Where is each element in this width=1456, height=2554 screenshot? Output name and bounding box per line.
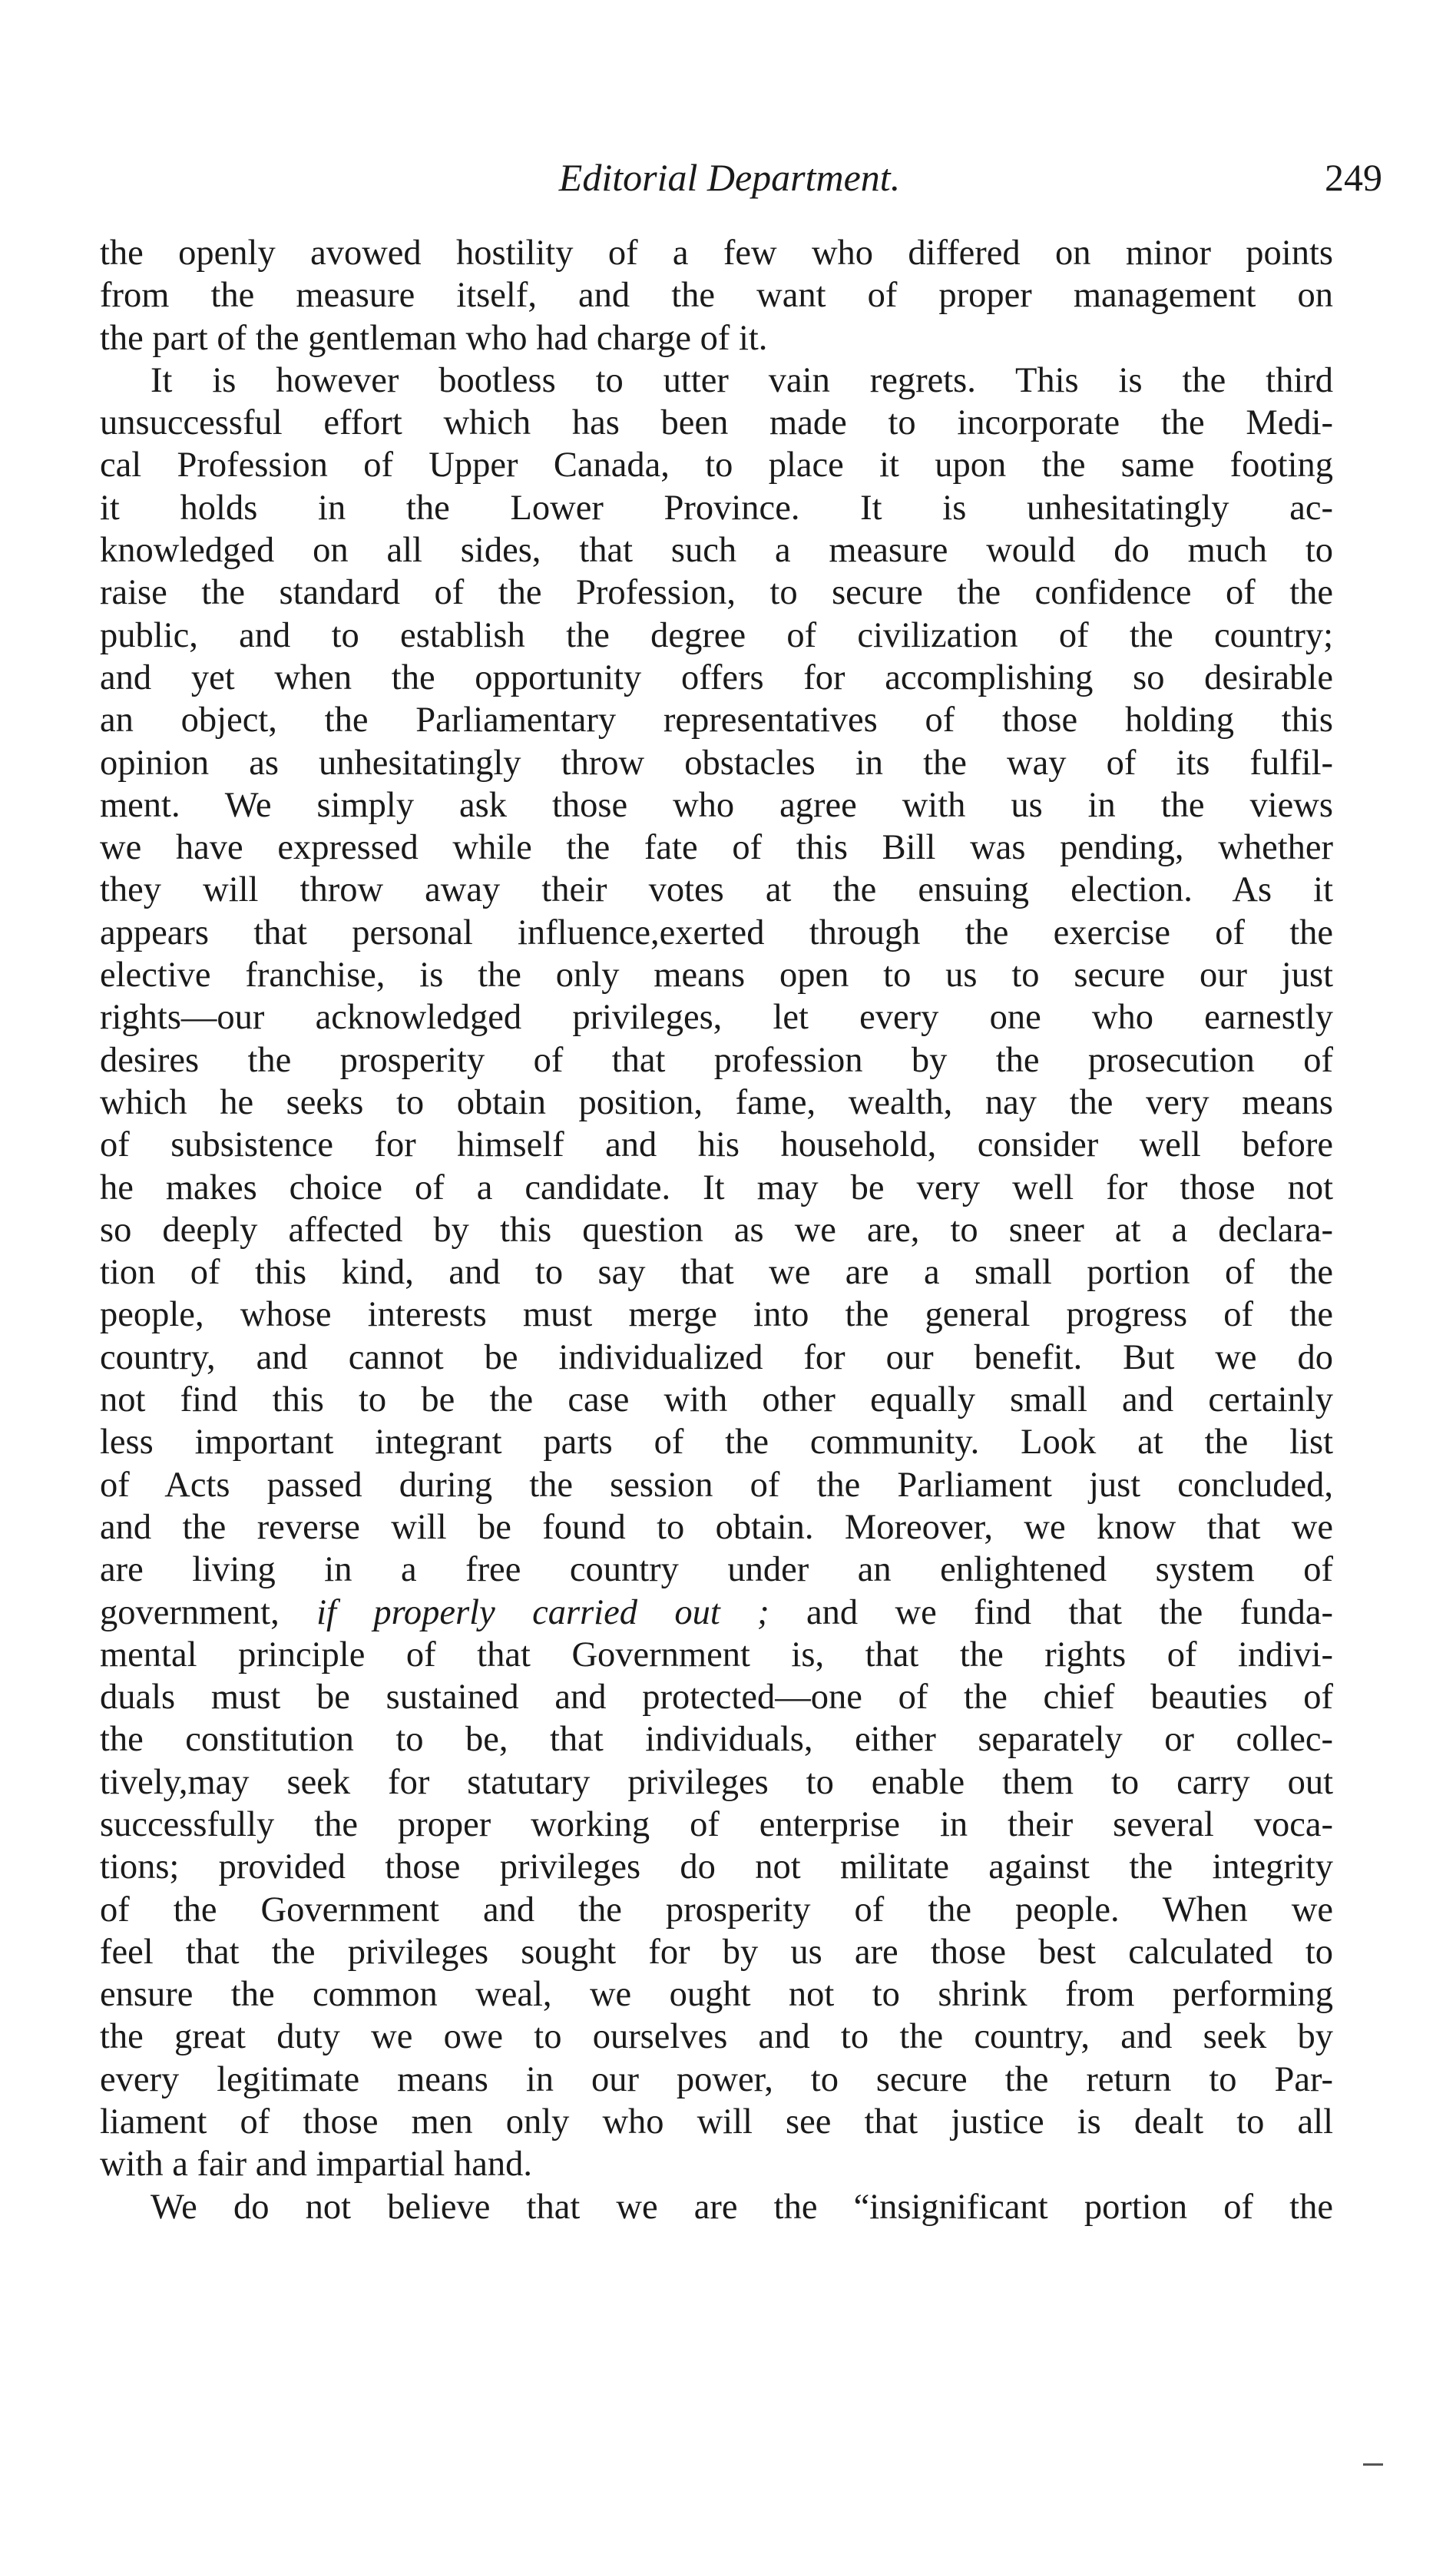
- text-line: appears that personal influence,exerted through the exercise of the: [100, 913, 1333, 952]
- text-line: liament of those men only who will see that justice is dealt to all: [100, 2102, 1333, 2142]
- text-line: we have expressed while the fate of this Bill was pending, whether: [100, 828, 1333, 868]
- text-line: ment. We simply ask those who agree with us in the views: [100, 785, 1333, 825]
- text-line: and yet when the opportunity offers for accomplishing so desirable: [100, 658, 1333, 697]
- text-line: It is however bootless to utter vain regrets. This is the third: [151, 360, 1333, 400]
- text-line: desires the prosperity of that profession by the prosecution of: [100, 1040, 1333, 1080]
- text-line: successfully the proper working of enterprise in their several voca-: [100, 1804, 1333, 1844]
- running-title: Editorial Department.: [558, 156, 901, 199]
- text-line: less important integrant parts of the community. Look at the list: [100, 1423, 1333, 1463]
- text-line: tively,may seek for statutary privileges to enable them to carry out: [100, 1762, 1333, 1802]
- text-line: the great duty we owe to ourselves and to the country, and seek by: [100, 2017, 1333, 2057]
- text-line: unsuccessful effort which has been made to incorporate the Medi-: [100, 403, 1333, 443]
- text-line: every legitimate means in our power, to secure the return to Par-: [100, 2059, 1333, 2099]
- text-line: the constitution to be, that individuals, either separately or collec-: [100, 1720, 1333, 1760]
- text-line: people, whose interests must merge into the general progress of the: [100, 1295, 1333, 1335]
- text-line: he makes choice of a candidate. It may be very well for those not: [100, 1168, 1333, 1207]
- body-text: [100, 232, 1333, 2228]
- text-line: public, and to establish the degree of civilization of the country;: [100, 615, 1333, 655]
- text-line: of the Government and the prosperity of the people. When we: [100, 1890, 1333, 1930]
- text-line: tions; provided those privileges do not militate against the integrity: [100, 1847, 1333, 1887]
- text-line: knowledged on all sides, that such a measure would do much to: [100, 531, 1333, 571]
- text-line: duals must be sustained and protected—one of the chief beauties of: [100, 1678, 1333, 1718]
- text-line: not find this to be the case with other equally small and certainly: [100, 1380, 1333, 1420]
- text-line: it holds in the Lower Province. It is unhesitatingly ac-: [100, 488, 1333, 528]
- text-line: mental principle of that Government is, that the rights of indivi-: [100, 1635, 1333, 1675]
- text-line: ensure the common weal, we ought not to shrink from performing: [100, 1975, 1333, 2015]
- text-line: which he seeks to obtain position, fame, wealth, nay the very means: [100, 1082, 1333, 1122]
- italic-phrase: if properly carried out ;: [316, 1592, 769, 1632]
- text-line: are living in a free country under an enlightened system of: [100, 1550, 1333, 1590]
- text-line: We do not believe that we are the “insignificant portion of the: [151, 2187, 1333, 2227]
- text-line: opinion as unhesitatingly throw obstacles in the way of its fulfil-: [100, 743, 1333, 783]
- text-line: rights—our acknowledged privileges, let every one who earnestly: [100, 998, 1333, 1038]
- text-line: of Acts passed during the session of the Parliament just concluded,: [100, 1465, 1333, 1505]
- text-line: feel that the privileges sought for by us are those best calculated to: [100, 1932, 1333, 1972]
- text-line: tion of this kind, and to say that we are a small portion of the: [100, 1253, 1333, 1293]
- text-line: government, if properly carried out ; and we find that the funda-: [100, 1592, 1333, 1632]
- text-line: cal Profession of Upper Canada, to place it upon the same footing: [100, 446, 1333, 485]
- text-line: the part of the gentleman who had charge of it.: [100, 318, 768, 358]
- text-line: country, and cannot be individualized for our benefit. But we do: [100, 1337, 1333, 1377]
- text-line: so deeply affected by this question as we are, to sneer at a declara-: [100, 1210, 1333, 1250]
- text-line: with a fair and impartial hand.: [100, 2145, 532, 2185]
- text-line: from the measure itself, and the want of proper management on: [100, 276, 1333, 316]
- text-line: the openly avowed hostility of a few who differed on minor points: [100, 234, 1333, 273]
- text-line: of subsistence for himself and his household, consider well before: [100, 1125, 1333, 1165]
- page-number: 249: [1325, 156, 1382, 199]
- text-line: an object, the Parliamentary representatives of those holding this: [100, 701, 1333, 740]
- text-line: and the reverse will be found to obtain. Moreover, we know that we: [100, 1507, 1333, 1547]
- running-head: [77, 151, 1382, 204]
- edge-mark: [1363, 2463, 1383, 2466]
- text-line: elective franchise, is the only means open to us to secure our just: [100, 956, 1333, 995]
- text-line: they will throw away their votes at the ensuing election. As it: [100, 870, 1333, 910]
- text-line: raise the standard of the Profession, to secure the confidence of the: [100, 573, 1333, 613]
